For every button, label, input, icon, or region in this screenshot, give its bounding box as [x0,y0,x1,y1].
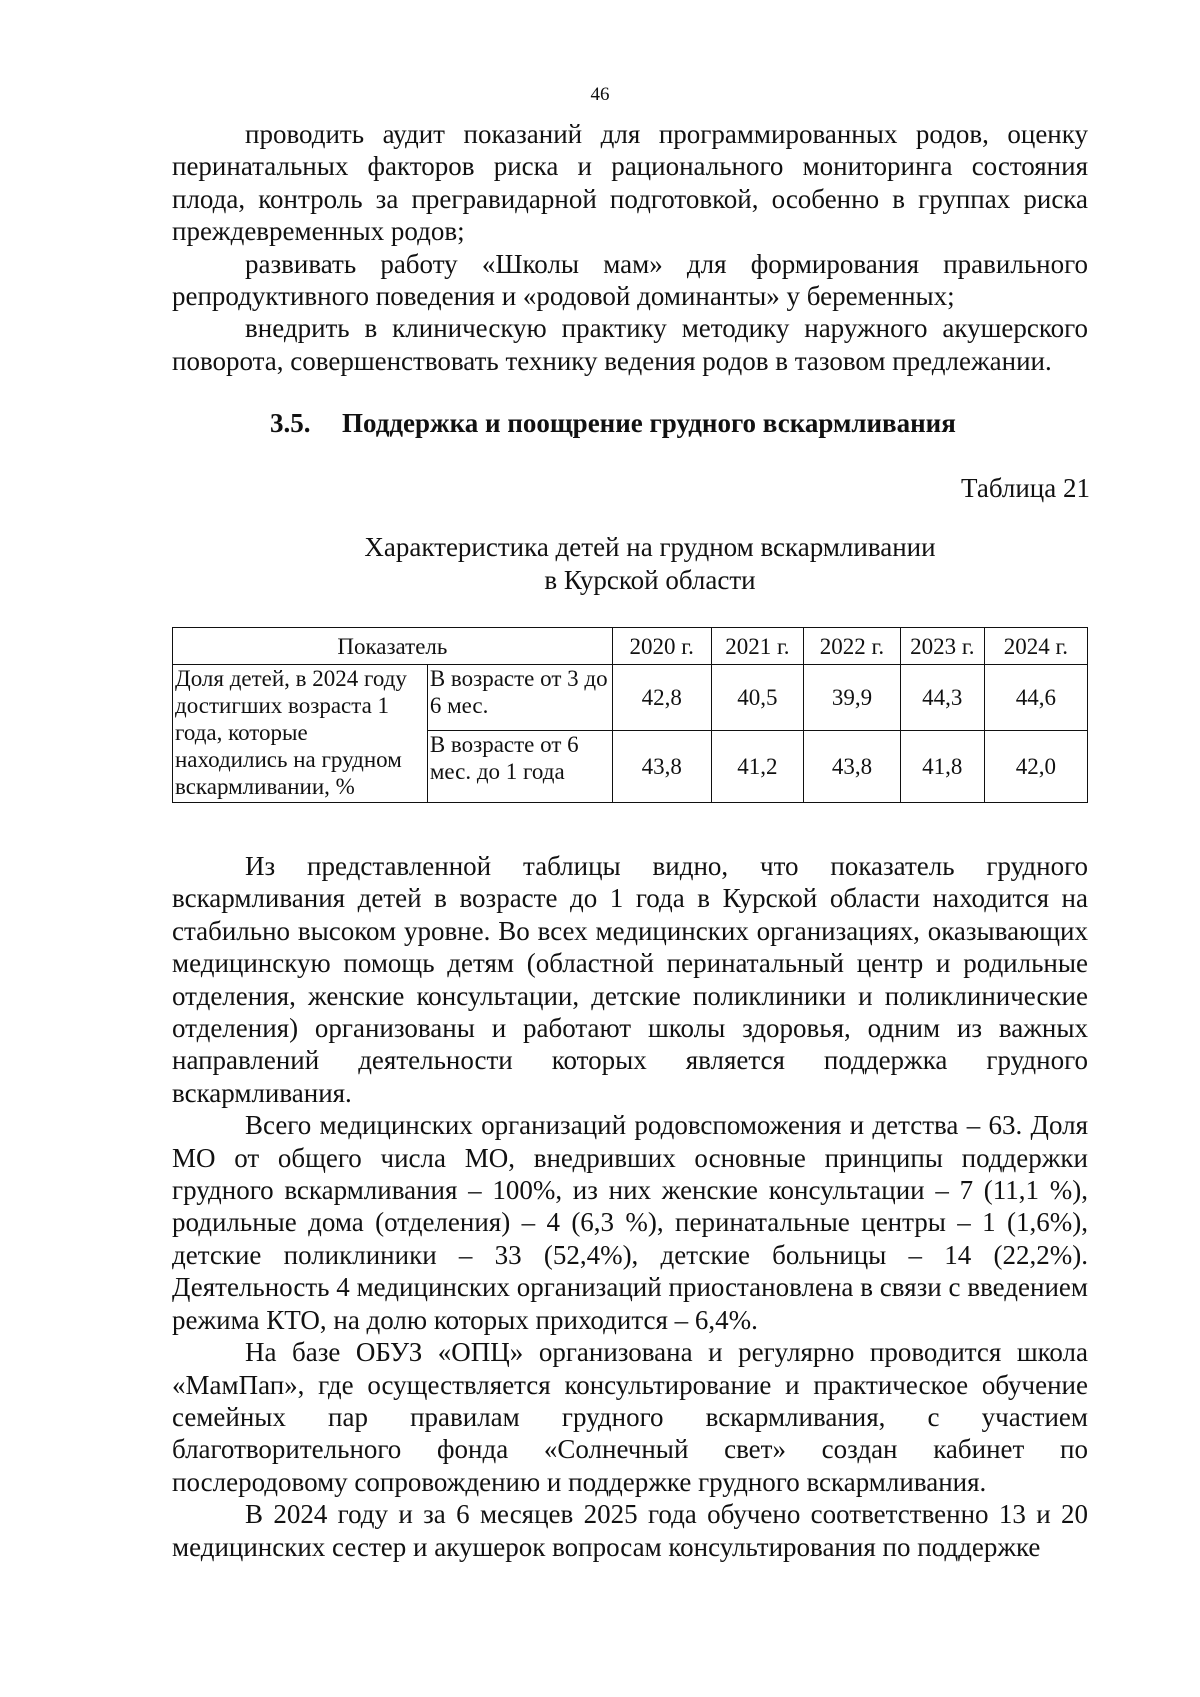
section-number: 3.5. [270,408,311,438]
table-cell: 44,3 [900,665,984,731]
header-indicator: Показатель [173,628,613,665]
section-title: Поддержка и поощрение грудного вскармливания [342,408,956,438]
paragraph: проводить аудит показаний для программированных родов, оценку перинатальных факторов риска и рационального мониторинга состояния плода, контроль за прегравидарной подготовкой, особенно в группах риска преждевременных родов; [172,119,1088,247]
paragraph: Всего медицинских организаций родовспоможения и детства – 63. Доля МО от общего числа МО, внедривших основные принципы поддержки грудного вскармливания – 100%, из них женские консультации – 7 (11,1 %), родильные дома (отделения) – 4 (6,3 %), перинатальные центры – 1 (1,6%), детские поликлиники – 33 (52,4%), детские больницы – 14 (22,2%). Деятельность 4 медицинских организаций приостановлена в связи с введением режима КТО, на долю которых приходится – 6,4%. [172,1110,1088,1335]
header-year: 2022 г. [804,628,901,665]
row-label: В возрасте от 3 до 6 мес. [427,665,612,731]
table-cell: 42,0 [984,731,1087,803]
table-cell: 43,8 [612,731,711,803]
table-title-line: в Курской области [544,565,756,595]
paragraph: Из представленной таблицы видно, что показатель грудного вскармливания детей в возрасте до 1 года в Курской области находится на стабильно высоком уровне. Во всех медицинских организациях, оказывающих медицинскую помощь детям (областной перинатальный центр и родильные отделения, женские консультации, детские поликлиники и поликлинические отделения) организованы и работают школы здоровья, одним из важных направлений деятельности которых является поддержка грудного вскармливания. [172,851,1088,1108]
table-title [300,531,1000,597]
section-heading [270,408,1090,439]
bottom-text-block [172,850,1088,1563]
table-label: Таблица 21 [961,473,1090,503]
breastfeeding-table [172,627,1088,803]
top-text-block [172,118,1088,377]
row-group-label: Доля детей, в 2024 году достигших возраста 1 года, которые находились на грудном вскармливании, % [173,665,428,803]
table-header-row [173,628,1088,665]
paragraph: развивать работу «Школы мам» для формирования правильного репродуктивного поведения и «родовой доминанты» у беременных; [172,248,1088,312]
paragraph: внедрить в клиническую практику методику наружного акушерского поворота, совершенствовать технику ведения родов в тазовом предлежании. [172,313,1088,376]
table-cell: 44,6 [984,665,1087,731]
table-row [173,665,1088,731]
paragraph: На базе ОБУЗ «ОПЦ» организована и регулярно проводится школа «МамПап», где осуществляется консультирование и практическое обучение семейных пар правилам грудного вскармливания, с участием благотворительного фонда «Солнечный свет» создан кабинет по послеродовому сопровождению и поддержке грудного вскармливания. [172,1337,1088,1497]
header-year: 2023 г. [900,628,984,665]
header-year: 2021 г. [711,628,803,665]
table-title-line: Характеристика детей на грудном вскармливании [364,532,936,562]
paragraph: В 2024 году и за 6 месяцев 2025 года обучено соответственно 13 и 20 медицинских сестер и акушерок вопросам консультирования по поддержке [172,1499,1088,1562]
header-year: 2024 г. [984,628,1087,665]
table-cell: 43,8 [804,731,901,803]
table-cell: 41,8 [900,731,984,803]
row-label: В возрасте от 6 мес. до 1 года [427,731,612,803]
header-year: 2020 г. [612,628,711,665]
table-cell: 41,2 [711,731,803,803]
table-cell: 40,5 [711,665,803,731]
table-cell: 39,9 [804,665,901,731]
table-cell: 42,8 [612,665,711,731]
page-number: 46 [590,84,610,105]
